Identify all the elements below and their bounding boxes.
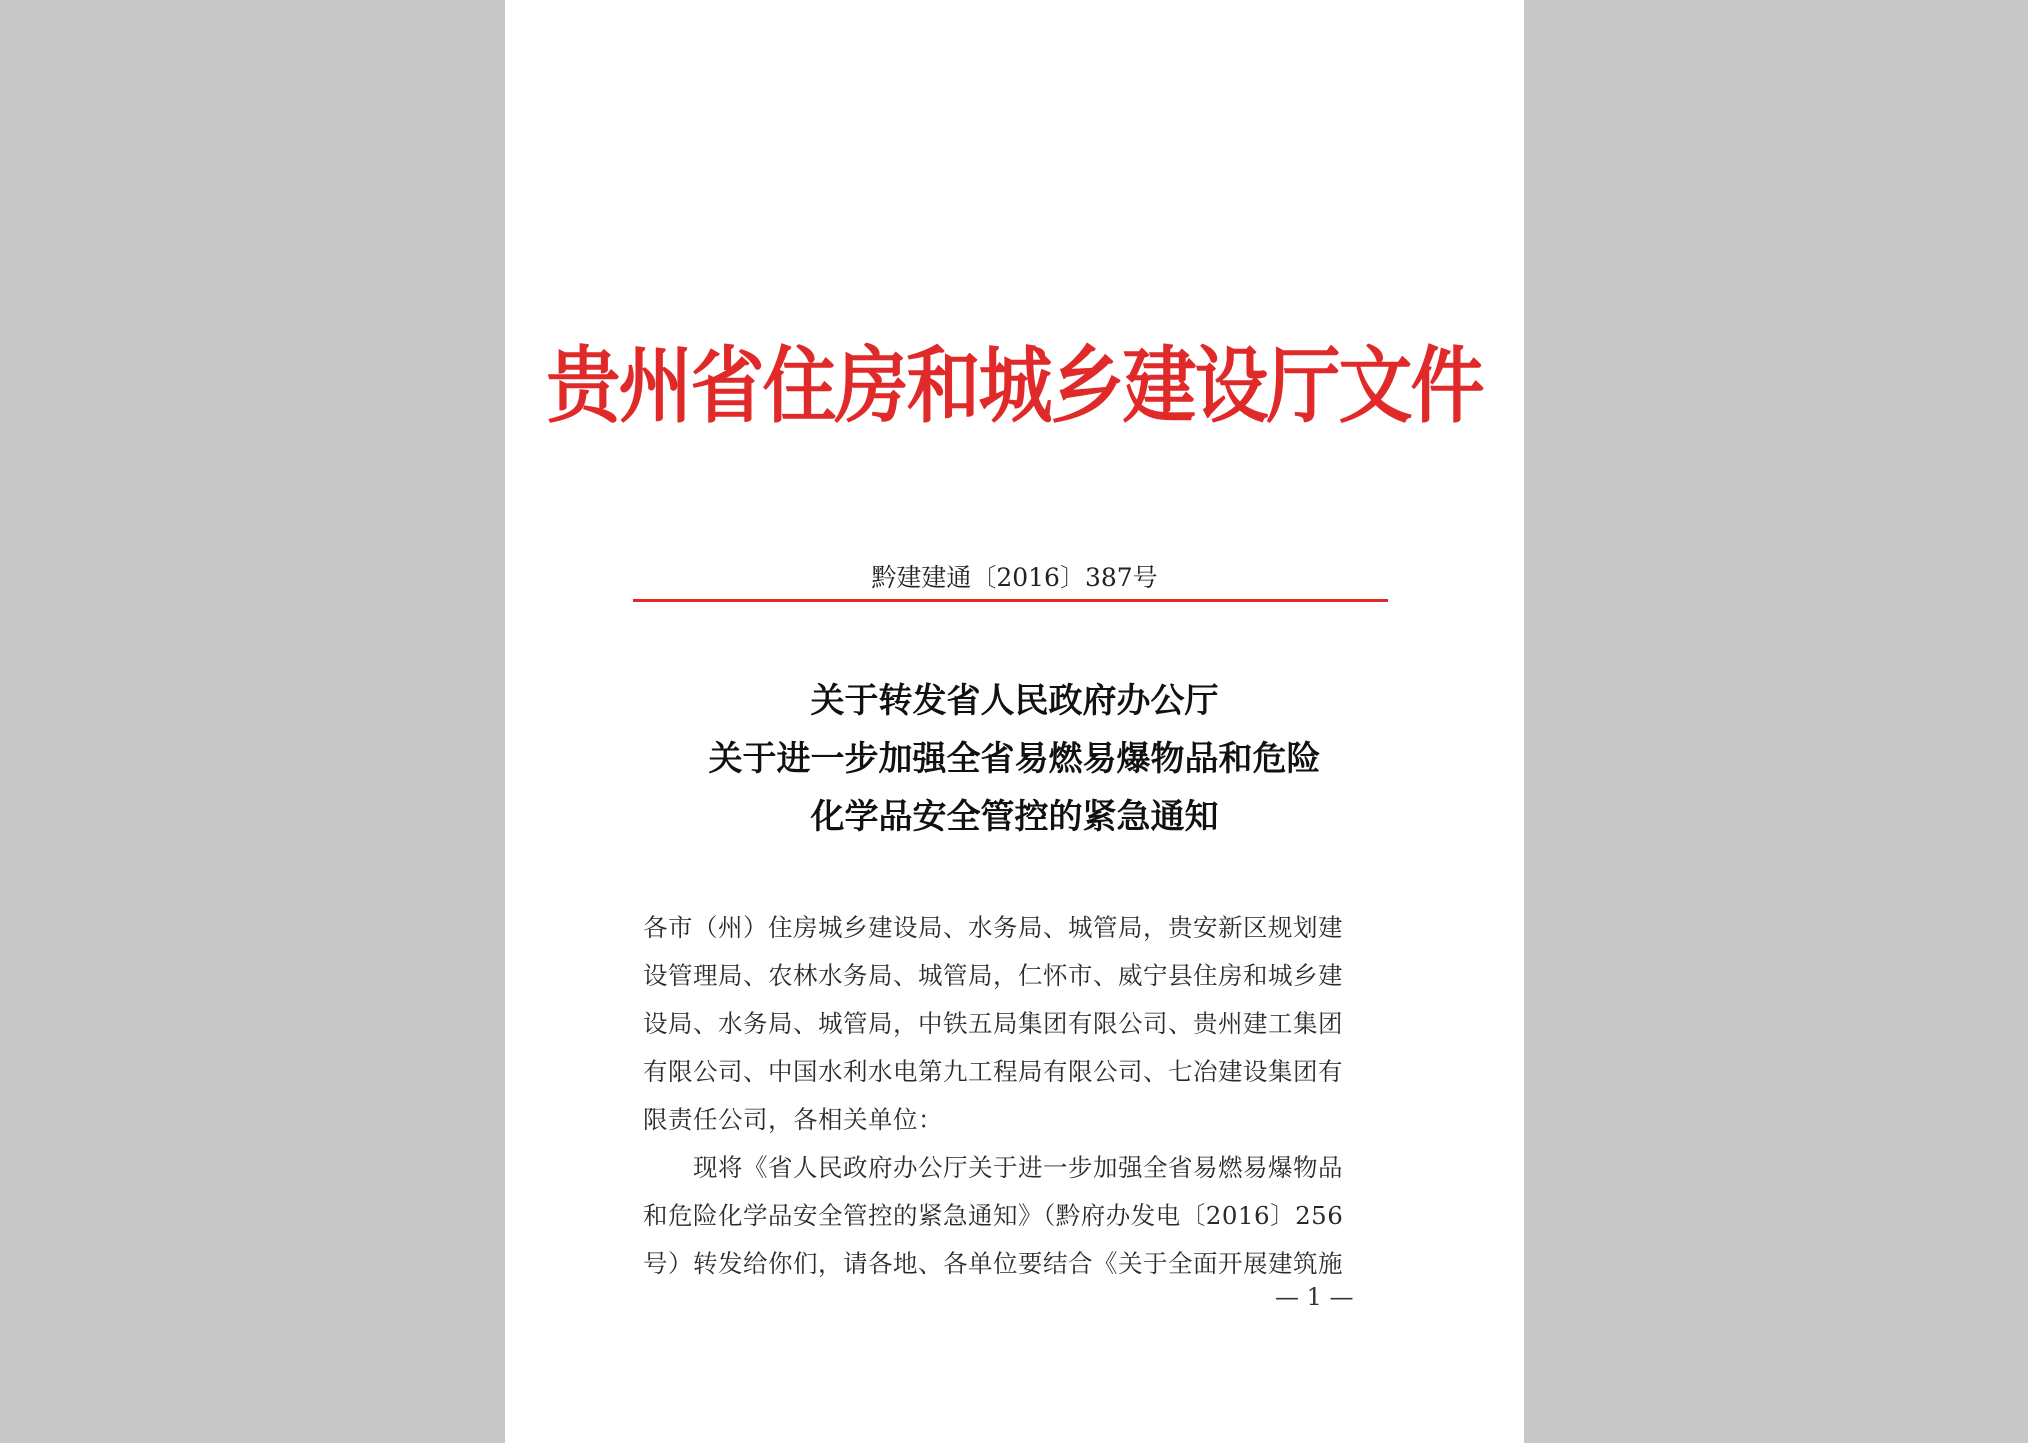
document-subject [505,672,1524,846]
document-header-title: 贵州省住房和城乡建设厅文件 [546,338,1483,435]
document-number: 黔建建通〔2016〕387号 [871,563,1158,592]
document-page [505,0,1524,1443]
body-line: 号）转发给你们，请各地、各单位要结合《关于全面开展建筑施 [643,1249,1343,1278]
subject-line: 化学品安全管控的紧急通知 [810,797,1219,837]
addressee-line: 有限公司、中国水利水电第九工程局有限公司、七冶建设集团有 [643,1057,1343,1086]
page-number: — 1 — [1275,1283,1354,1311]
red-divider-line [633,599,1388,602]
addressee-line: 各市（州）住房城乡建设局、水务局、城管局，贵安新区规划建 [643,913,1343,942]
body-line: 和危险化学品安全管控的紧急通知》（黔府办发电〔2016〕256 [643,1201,1344,1230]
subject-line: 关于转发省人民政府办公厅 [810,681,1219,721]
body-line: 现将《省人民政府办公厅关于进一步加强全省易燃易爆物品 [693,1153,1343,1182]
addressee-line: 设管理局、农林水务局、城管局，仁怀市、威宁县住房和城乡建 [643,961,1343,990]
document-body [643,904,1401,1288]
subject-line: 关于进一步加强全省易燃易爆物品和危险 [708,739,1321,779]
addressee-line: 限责任公司，各相关单位： [643,1105,943,1134]
addressee-line: 设局、水务局、城管局，中铁五局集团有限公司、贵州建工集团 [643,1009,1343,1038]
